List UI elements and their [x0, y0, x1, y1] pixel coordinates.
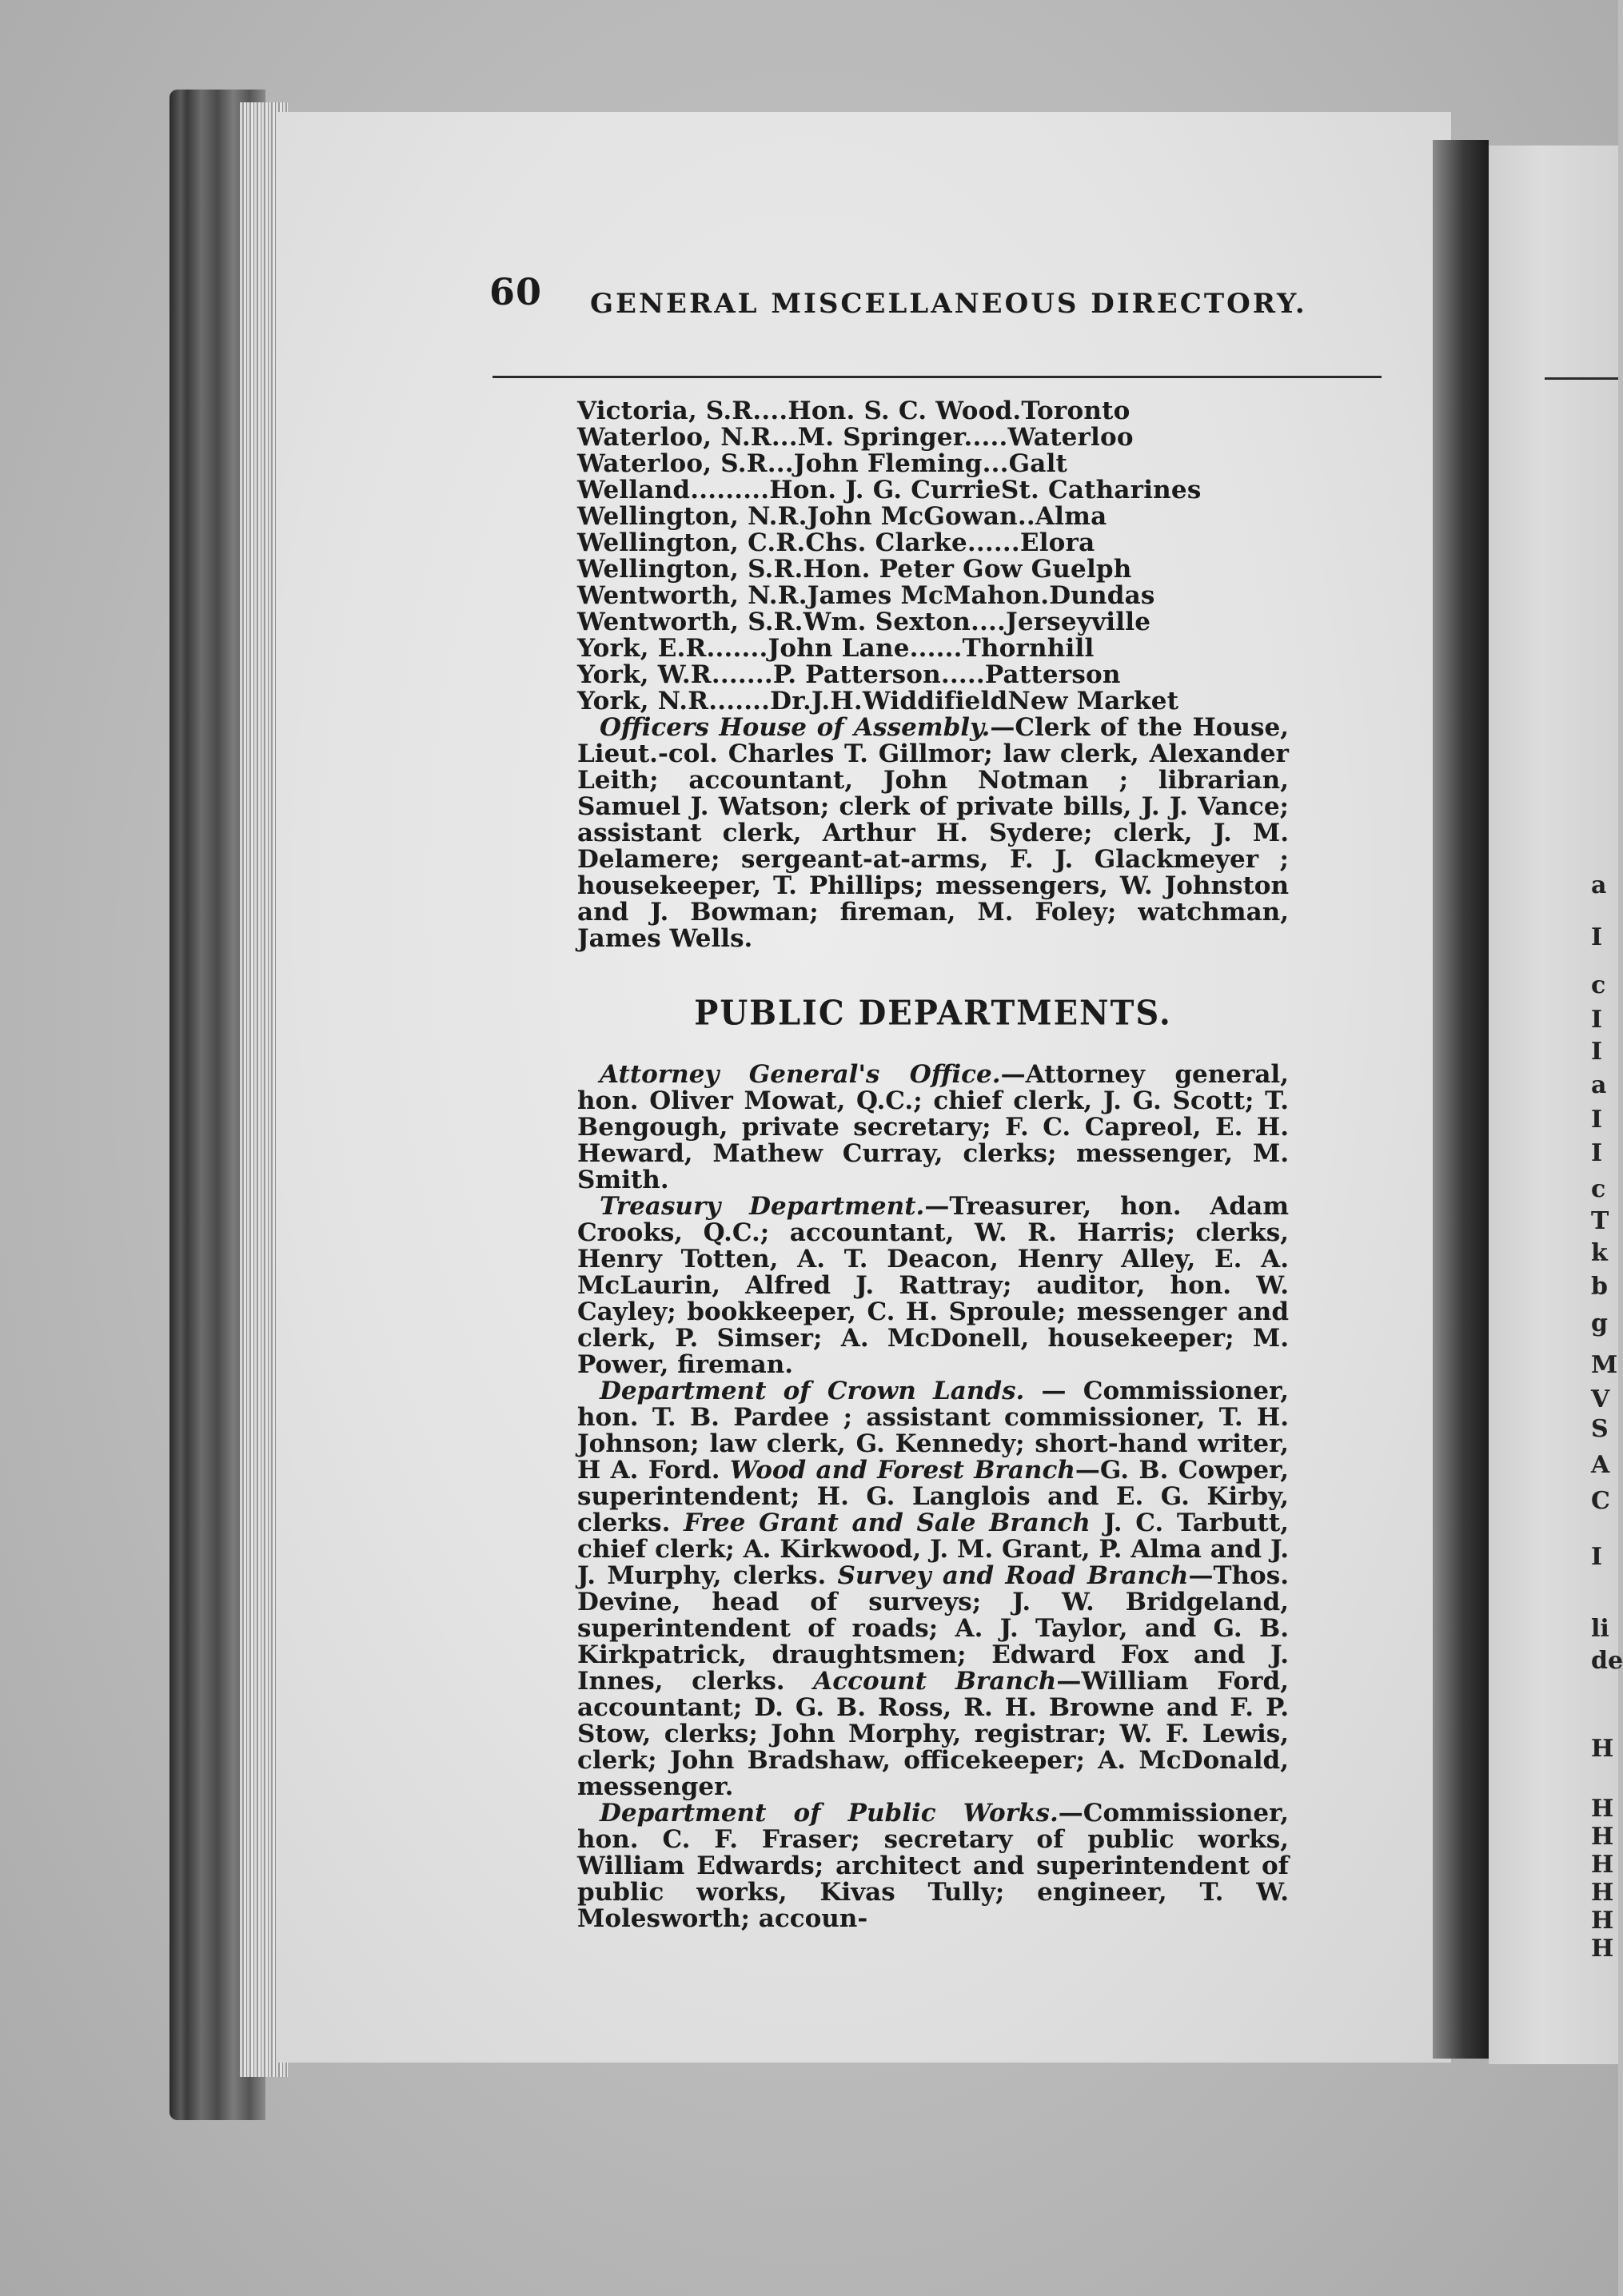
member-row [577, 688, 1289, 715]
account-branch: Account Branch [813, 1667, 1057, 1696]
member-name: Dr.J.H.Widdifield [770, 687, 1008, 716]
member-leader2: ..... [963, 423, 1008, 452]
facing-page-letter: H [1591, 1735, 1614, 1763]
public-works-lead: Department of Public Works. [600, 1799, 1059, 1828]
survey-road-branch: Survey and Road Branch [837, 1561, 1189, 1590]
crown-lands-text-4: —Thos. Devine, head of surveys; J. W. Bridgeland, superintendent of roads; A. J. Taylor, and G. B. Kirkpatrick, draughtsmen; Edward Fox and J. Innes, clerks. [577, 1561, 1289, 1696]
facing-page-letter: li [1591, 1615, 1609, 1643]
member-leader: ... [771, 423, 798, 452]
attorney-text: —Attorney general, hon. Oliver Mowat, Q.C.; chief clerk, J. G. Scott; T. Bengough, private secretary; F. C. Capreol, E. H. Heward, Mathew Curray, clerks; messenger, M. Smith. [577, 1060, 1289, 1194]
facing-page-letter: H [1591, 1795, 1614, 1823]
member-leader: ....... [711, 660, 773, 689]
member-row [577, 556, 1289, 583]
officers-paragraph [577, 715, 1289, 952]
section-heading: PUBLIC DEPARTMENTS. [694, 993, 1172, 1034]
public-works-text: —Commissioner, hon. C. F. Fraser; secretary of public works, William Edwards; architect and superintendent of public works, Kivas Tully; engineer, T. W. Molesworth; accoun- [577, 1799, 1289, 1933]
member-leader: ... [767, 449, 794, 478]
member-row [577, 636, 1289, 662]
facing-page-letter: H [1591, 1823, 1614, 1851]
treasury-paragraph [577, 1194, 1289, 1378]
member-leader2: .... [970, 608, 1006, 636]
crown-lands-text-5: —William Ford, accountant; D. G. B. Ross, R. H. Browne and F. P. Stow, clerks; John Morphy, registrar; W. F. Lewis, clerk; John Bradshaw, officekeeper; A. McDonald, messenger. [577, 1667, 1289, 1801]
facing-page-letter: H [1591, 1907, 1614, 1935]
facing-page-letter: I [1591, 1543, 1603, 1571]
member-place: Guelph [1031, 555, 1132, 584]
public-works-paragraph [577, 1800, 1289, 1932]
member-leader: ....... [708, 687, 771, 716]
page-number: 60 [489, 270, 543, 313]
attorney-lead: Attorney General's Office. [600, 1060, 1001, 1089]
facing-page-letter: I [1591, 1106, 1603, 1134]
member-row [577, 477, 1289, 504]
member-riding: Wellington, S.R. [577, 555, 804, 584]
book-gutter [1433, 140, 1489, 2059]
member-riding: Victoria, S.R [577, 397, 753, 425]
facing-page-letter: a [1591, 871, 1607, 899]
member-name: Hon. J. G. Currie [769, 476, 1001, 504]
member-row [577, 425, 1289, 451]
facing-page-letter: I [1591, 1139, 1603, 1167]
member-place: Waterloo [1007, 423, 1134, 452]
running-title: GENERAL MISCELLANEOUS DIRECTORY. [590, 288, 1307, 320]
member-riding: Waterloo, S.R [577, 449, 768, 478]
facing-page-letter: A [1591, 1451, 1610, 1479]
crown-lands-text-1: — Commissioner, hon. T. B. Pardee ; assistant commissioner, T. H. Johnson; law clerk, G. Kennedy; short-hand writer, H A. Ford. [577, 1377, 1289, 1485]
officers-text: —Clerk of the House, Lieut.-col. Charles T. Gillmor; law clerk, Alexander Leith; accountant, John Notman ; librarian, Samuel J. Watson; clerk of private bills, J. J. Vance; assistant clerk, Arthur H. Sydere; clerk, J. M. Delamere; sergeant-at-arms, F. J. Glackmeyer ; housekeeper, T. Phillips; messengers, W. Johnston and J. Bowman; fireman, M. Foley; watchman, James Wells. [577, 713, 1289, 953]
facing-page-letter: H [1591, 1879, 1614, 1907]
crown-lands-lead: Department of Crown Lands. [600, 1377, 1025, 1405]
member-place: Patterson [984, 660, 1121, 689]
member-name: Hon. S. C. Wood. [788, 397, 1022, 425]
member-leader: ....... [706, 634, 768, 663]
member-leader2: .. [1017, 502, 1035, 531]
facing-page [1489, 145, 1618, 2064]
crown-lands-paragraph [577, 1378, 1289, 1800]
facing-page-letter: g [1591, 1309, 1608, 1337]
member-leader2: ...... [909, 634, 963, 663]
member-riding: York, W.R [577, 660, 712, 689]
member-place: Elora [1019, 528, 1095, 557]
member-leader2: ... [982, 449, 1009, 478]
member-name: John Lane [768, 634, 910, 663]
member-place: New Market [1007, 687, 1179, 716]
facing-page-letter: T [1591, 1207, 1609, 1235]
member-row [577, 530, 1289, 556]
attorney-general-paragraph [577, 1062, 1289, 1194]
officers-lead: Officers House of Assembly. [600, 713, 991, 742]
facing-page-letter: I [1591, 923, 1603, 951]
member-name: P. Patterson [772, 660, 941, 689]
member-name: John Fleming [793, 449, 983, 478]
member-name: Wm. Sexton [803, 608, 971, 636]
member-place: Galt [1008, 449, 1068, 478]
facing-page-letter: V [1591, 1385, 1610, 1413]
facing-page-letter: M [1591, 1351, 1618, 1379]
member-name: Hon. Peter Gow [803, 555, 1031, 584]
treasury-text: —Treasurer, hon. Adam Crooks, Q.C.; accountant, W. R. Harris; clerks, Henry Totten, A. T. Deacon, Henry Alley, E. A. McLaurin, Alfred J. Rattray; auditor, hon. W. Cayley; bookkeeper, C. H. Sproule; messenger and clerk, P. Simser; A. McDonell, housekeeper; M. Power, fireman. [577, 1192, 1289, 1379]
member-place: Dundas [1049, 581, 1155, 610]
member-name: M. Springer [797, 423, 964, 452]
facing-page-letter: de [1591, 1647, 1623, 1675]
facing-page-letter: k [1591, 1239, 1608, 1267]
facing-page-letter: a [1591, 1071, 1607, 1099]
facing-page-letter: S [1591, 1415, 1609, 1443]
text-column [577, 398, 1289, 1932]
facing-page-letter: I [1591, 1038, 1603, 1066]
facing-page-letter: b [1591, 1273, 1608, 1301]
member-list [577, 398, 1289, 715]
member-riding: Wellington, C.R. [577, 528, 806, 557]
facing-page-letter: I [1591, 1006, 1603, 1034]
facing-page-rule [1545, 377, 1618, 380]
crown-lands-text-2: —G. B. Cowper, superintendent; H. G. Langlois and E. G. Kirby, clerks. [577, 1456, 1289, 1537]
member-riding: York, E.R [577, 634, 707, 663]
member-row [577, 398, 1289, 425]
free-grant-branch: Free Grant and Sale Branch [684, 1509, 1091, 1537]
member-name: Chs. Clarke [805, 528, 967, 557]
member-riding: Welland [577, 476, 691, 504]
member-place: Alma [1035, 502, 1107, 531]
member-row [577, 583, 1289, 609]
member-leader2: ...... [967, 528, 1020, 557]
member-row [577, 504, 1289, 530]
member-riding: Waterloo, N.R [577, 423, 772, 452]
facing-page-letter: H [1591, 1851, 1614, 1879]
treasury-lead: Treasury Department. [600, 1192, 925, 1221]
facing-page-letter: c [1591, 971, 1606, 999]
wood-forest-branch: Wood and Forest Branch [729, 1456, 1075, 1485]
member-riding: York, N.R [577, 687, 709, 716]
member-riding: Wellington, N.R. [577, 502, 808, 531]
member-riding: Wentworth, N.R. [577, 581, 808, 610]
member-place: Jerseyville [1005, 608, 1151, 636]
member-name: James McMahon. [807, 581, 1050, 610]
member-leader: ......... [690, 476, 770, 504]
facing-page-letter: C [1591, 1487, 1610, 1515]
member-place: Thornhill [962, 634, 1095, 663]
member-leader2: ..... [940, 660, 985, 689]
member-place: Toronto [1021, 397, 1131, 425]
member-leader: .... [752, 397, 788, 425]
header-rule [492, 376, 1382, 378]
crown-lands-text-3: J. C. Tarbutt, chief clerk; A. Kirkwood, J. M. Grant, P. Alma and J. J. Murphy, clerks. [577, 1509, 1289, 1590]
member-name: John McGowan [807, 502, 1018, 531]
facing-page-letter: c [1591, 1175, 1606, 1203]
member-row [577, 609, 1289, 636]
member-row [577, 662, 1289, 688]
facing-page-letter: H [1591, 1935, 1614, 1963]
member-place: St. Catharines [1000, 476, 1202, 504]
member-riding: Wentworth, S.R. [577, 608, 804, 636]
member-row [577, 451, 1289, 477]
